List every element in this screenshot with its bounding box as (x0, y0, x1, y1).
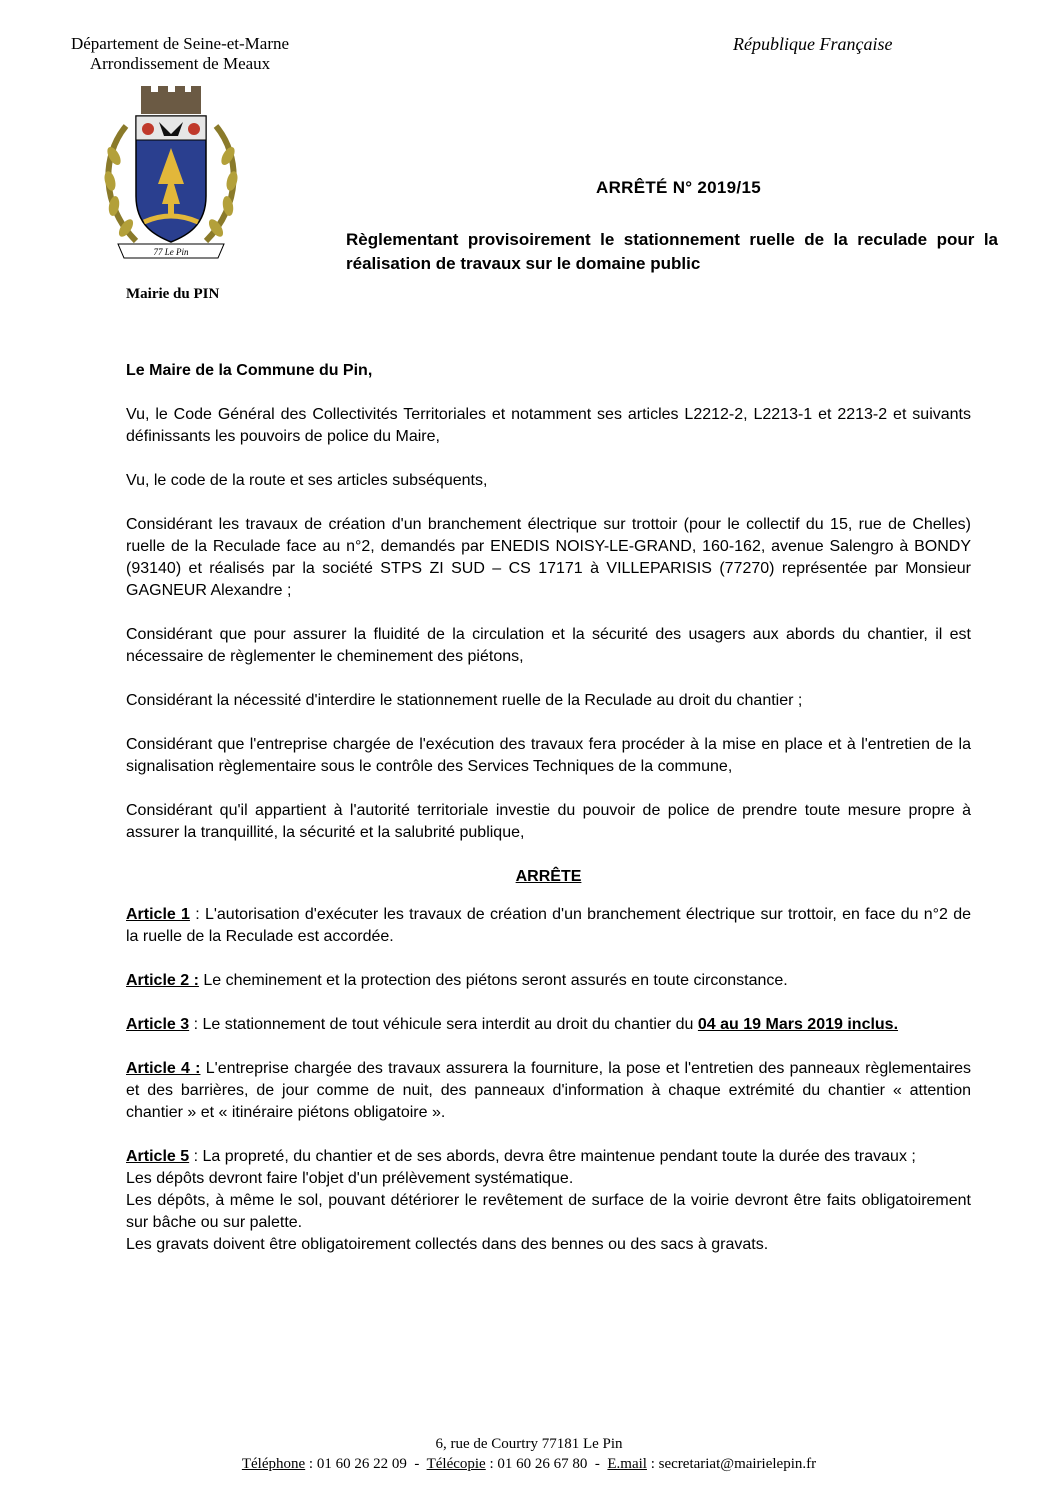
article-3 (126, 1014, 971, 1036)
footer-address: 6, rue de Courtry 77181 Le Pin (435, 1436, 623, 1452)
department-header (30, 34, 330, 74)
article-3-text: : Le stationnement de tout véhicule sera interdit au droit du chantier du (189, 1016, 698, 1033)
arrete-number: ARRÊTÉ N° 2019/15 (596, 178, 761, 197)
arrete-heading: ARRÊTE (515, 868, 582, 885)
footer-tel: : 01 60 26 22 09 - (305, 1456, 427, 1472)
footer-mail: : secretariat@mairielepin.fr (646, 1456, 817, 1472)
footer-fax: : 01 60 26 67 80 - (485, 1456, 608, 1472)
article-5-line-3: Les dépôts, à même le sol, pouvant détériorer le revêtement de surface de la voirie devront être faits obligatoirement sur bâche ou sur palette. (126, 1192, 971, 1231)
article-1-text: : L'autorisation d'exécuter les travaux de création d'un branchement électrique sur trottoir, en face du n°2 de la ruelle de la Reculade est accordée. (126, 906, 972, 945)
arrondissement-name: Arrondissement de Meaux (89, 54, 271, 73)
article-2 (126, 970, 971, 992)
footer-mail-label: E.mail (607, 1456, 647, 1472)
article-1 (126, 904, 971, 948)
considerant-paragraph-5: Considérant qu'il appartient à l'autorité territoriale investie du pouvoir de police de prendre toute mesure propre à assurer la tranquillité, la sécurité et la salubrité publique, (126, 802, 971, 841)
article-5-line-4: Les gravats doivent être obligatoirement collectés dans des bennes ou des sacs à gravats. (126, 1236, 769, 1253)
article-4 (126, 1058, 971, 1124)
article-4-text: L'entreprise chargée des travaux assurera la fourniture, la pose et l'entretien des panneaux règlementaires et des barrières, de jour comme de nuit, des panneaux d'information à chaque extrémité du chantier « attention chantier » et « itinéraire piétons obligatoire ». (126, 1060, 971, 1121)
footer-tel-label: Téléphone (241, 1456, 306, 1472)
article-2-text: Le cheminement et la protection des piétons seront assurés en toute circonstance. (198, 972, 788, 989)
article-2-label: Article 2 : (126, 972, 199, 989)
considerant-paragraph-2: Considérant que pour assurer la fluidité de la circulation et la sécurité des usagers aux abords du chantier, il est nécessaire de règlementer le cheminement des piétons, (126, 626, 971, 665)
considerant-paragraph-4: Considérant que l'entreprise chargée de l'exécution des travaux fera procéder à la mise en place et à l'entretien de la signalisation règlementaire sous le contrôle des Services Techniques de la commune, (126, 736, 971, 775)
republic-label: République Française (733, 34, 893, 54)
crest-motto: 77 Le Pin (153, 247, 189, 257)
article-5-label: Article 5 (126, 1148, 190, 1165)
article-4-label: Article 4 : (126, 1060, 201, 1077)
footer-fax-label: Télécopie (426, 1456, 486, 1472)
article-5-text: : La propreté, du chantier et de ses abords, devra être maintenue pendant toute la durée des travaux ; (189, 1148, 916, 1165)
article-1-label: Article 1 (126, 906, 190, 923)
considerant-paragraph-3: Considérant la nécessité d'interdire le stationnement ruelle de la Reculade au droit du chantier ; (126, 692, 803, 709)
article-5-line-2: Les dépôts devront faire l'objet d'un prélèvement systématique. (126, 1170, 574, 1187)
maire-intro: Le Maire de la Commune du Pin, (126, 362, 373, 379)
vu-paragraph-1: Vu, le Code Général des Collectivités Territoriales et notamment ses articles L2212-2, L2213-1 et 2213-2 et suivants définissants les pouvoirs de police du Maire, (126, 406, 971, 445)
considerant-paragraph-1: Considérant les travaux de création d'un branchement électrique sur trottoir (pour le collectif du 15, rue de Chelles) ruelle de la Reculade face au n°2, demandés par ENEDIS NOISY-LE-GRAND, 160-162, avenue Salengro à BONDY (93140) et réalisés par la société STPS ZI SUD – CS 17171 à VILLEPARISIS (77270) représentée par Monsieur GAGNEUR Alexandre ; (126, 516, 971, 599)
article-3-label: Article 3 (126, 1016, 190, 1033)
article-5 (126, 1146, 971, 1168)
article-3-dates: 04 au 19 Mars 2019 inclus. (697, 1016, 899, 1033)
town-crest-logo (96, 86, 246, 264)
vu-paragraph-2: Vu, le code de la route et ses articles subséquents, (126, 472, 488, 489)
department-name: Département de Seine-et-Marne (70, 34, 290, 53)
footer-contact (0, 1456, 1058, 1473)
document-body (126, 360, 971, 1256)
mairie-label: Mairie du PIN (126, 286, 220, 302)
arrete-subtitle: Règlementant provisoirement le stationnement ruelle de la reculade pour la réalisation de travaux sur le domaine public (346, 230, 998, 273)
